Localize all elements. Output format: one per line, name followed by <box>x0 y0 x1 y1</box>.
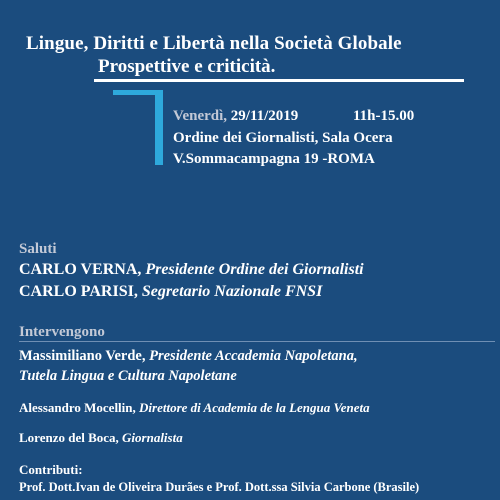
person-name: CARLO VERNA <box>19 261 138 278</box>
person-role: Direttore di Academia de la Lengua Veneta <box>139 400 370 415</box>
event-date-line <box>173 108 298 125</box>
event-subtitle: Prospettive e criticità. <box>98 56 276 77</box>
event-day: Venerdì, <box>173 108 231 124</box>
title-underline <box>94 79 464 82</box>
person-role: Presidente Ordine dei Giornalisti <box>145 261 364 278</box>
intervengono-heading: Intervengono <box>19 324 105 340</box>
speaker-item: Lorenzo del Boca, Giornalista <box>19 430 183 445</box>
person-name: Massimiliano Verde <box>19 348 142 364</box>
event-venue: Ordine dei Giornalisti, Sala Ocera <box>173 130 393 146</box>
person-name: Alessandro Mocellin <box>19 400 133 415</box>
event-address: V.Sommacampagna 19 -ROMA <box>173 151 375 167</box>
event-date: 29/11/2019 <box>230 108 299 124</box>
contributi-line: Prof. Dott.Ivan de Oliveira Durães e Prof. Dott.ssa Silvia Carbone (Brasile) <box>19 480 420 494</box>
person-name: CARLO PARISI <box>19 283 134 300</box>
saluti-item: CARLO PARISI, Segretario Nazionale FNSI <box>19 283 323 300</box>
contributi-heading: Contributi: <box>19 462 83 477</box>
person-role: Presidente Accademia Napoletana, <box>149 348 358 364</box>
saluti-heading: Saluti <box>19 241 57 257</box>
event-time: 11h-15.00 <box>353 108 415 124</box>
speaker-item: Alessandro Mocellin, Direttore di Academia de la Lengua Veneta <box>19 400 370 415</box>
speaker-item: Massimiliano Verde, Presidente Accademia Napoletana, <box>19 348 358 364</box>
speaker-role-continuation <box>19 368 237 385</box>
person-role: Segretario Nazionale FNSI <box>141 283 323 300</box>
person-name: Lorenzo del Boca <box>19 430 116 445</box>
saluti-item: CARLO VERNA, Presidente Ordine dei Giornalisti <box>19 261 364 278</box>
person-role-line2: Tutela Lingua e Cultura Napoletane <box>19 368 237 384</box>
event-title: Lingue, Diritti e Libertà nella Società Globale <box>26 33 402 54</box>
accent-bracket-side <box>155 90 163 165</box>
person-role: Giornalista <box>122 430 183 445</box>
section-divider <box>19 341 495 342</box>
